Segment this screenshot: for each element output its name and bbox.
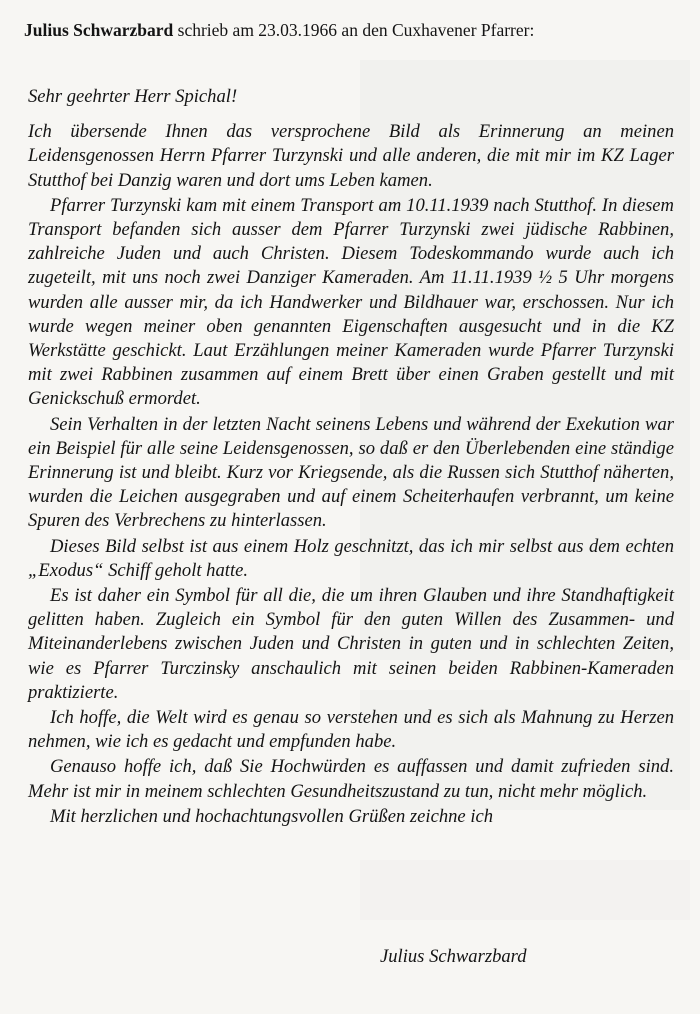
letter-paragraph: Es ist daher ein Symbol für all die, die um ihren Glauben und ihre Standhaftigkeit gelitten haben. Zugleich ein Symbol für den guten Willen des Zusammen- und Miteinanderlebens zwischen Juden und Christen in guten und in schlechten Zeiten, wie es Pfarrer Turczinsky anschaulich mit seinen beiden Rabbinen-Kameraden praktizierte. [28,585,674,703]
letter-paragraph: Sein Verhalten in der letzten Nacht seinens Lebens und während der Exekution war ein Beispiel für alle seine Leidensgenossen, so daß er den Überlebenden eine ständige Erinnerung ist und bleibt. Kurz vor Kriegsende, als die Russen sich Stutthof näherten, wurden die Leichen ausgegraben und auf einem Scheiterhaufen verbrannt, um keine Spuren des Verbrechens zu hinterlassen. [28,413,674,532]
document-page [24,18,680,42]
page-show-through [360,860,690,920]
letter-paragraph: Ich hoffe, die Welt wird es genau so verstehen und es sich als Mahnung zu Herzen nehmen, wie ich es gedacht und empfunden habe. [28,707,674,753]
page-heading [24,18,680,42]
letter-paragraph: Pfarrer Turzynski kam mit einem Transport am 10.11.1939 nach Stutthof. In diesem Transport befanden sich ausser dem Pfarrer Turzynski zwei jüdische Rabbinen, zahlreiche Juden und auch Christen. Diesem Todeskommando wurde auch ich zugeteilt, mit uns noch zwei Danziger Kameraden. Am 11.11.1939 ½ 5 Uhr morgens wurden alle ausser mir, da ich Handwerker und Bildhauer war, erschossen. Nur ich wurde wegen meiner oben genannten Eigenschaften ausgesucht und in die KZ Werkstätte geschickt. Laut Erzählungen meiner Kameraden wurde Pfarrer Turzynski mit zwei Rabbinen zusammen auf einem Brett über einen Graben gestellt und mit Genickschuß ermordet. [28,194,674,410]
letter-paragraph: Ich übersende Ihnen das versprochene Bild als Erinnerung an meinen Leidensgenossen Herrn Pfarrer Turzynski und alle anderen, die mit mir im KZ Lager Stutthof bei Danzig waren und dort ums Leben kamen. [28,121,674,191]
heading-author: Julius Schwarzbard [24,20,174,40]
letter-closing: Mit herzlichen und hochachtungsvollen Grüßen zeichne ich [50,805,494,827]
letter-paragraph: Genauso hoffe ich, daß Sie Hochwürden es auffassen und damit zufrieden sind. Mehr ist mir in meinem schlechten Gesundheitszustand zu tun, nicht mehr möglich. [28,756,674,802]
heading-intro: schrieb am 23.03.1966 an den Cuxhavener Pfarrer: [177,20,535,40]
letter-body [28,85,674,830]
letter-salutation: Sehr geehrter Herr Spichal! [28,86,238,107]
letter-signature: Julius Schwarzbard [380,946,527,967]
letter-paragraph: Dieses Bild selbst ist aus einem Holz geschnitzt, das ich mir selbst aus dem echten „Exodus“ Schiff geholt hatte. [28,535,674,581]
